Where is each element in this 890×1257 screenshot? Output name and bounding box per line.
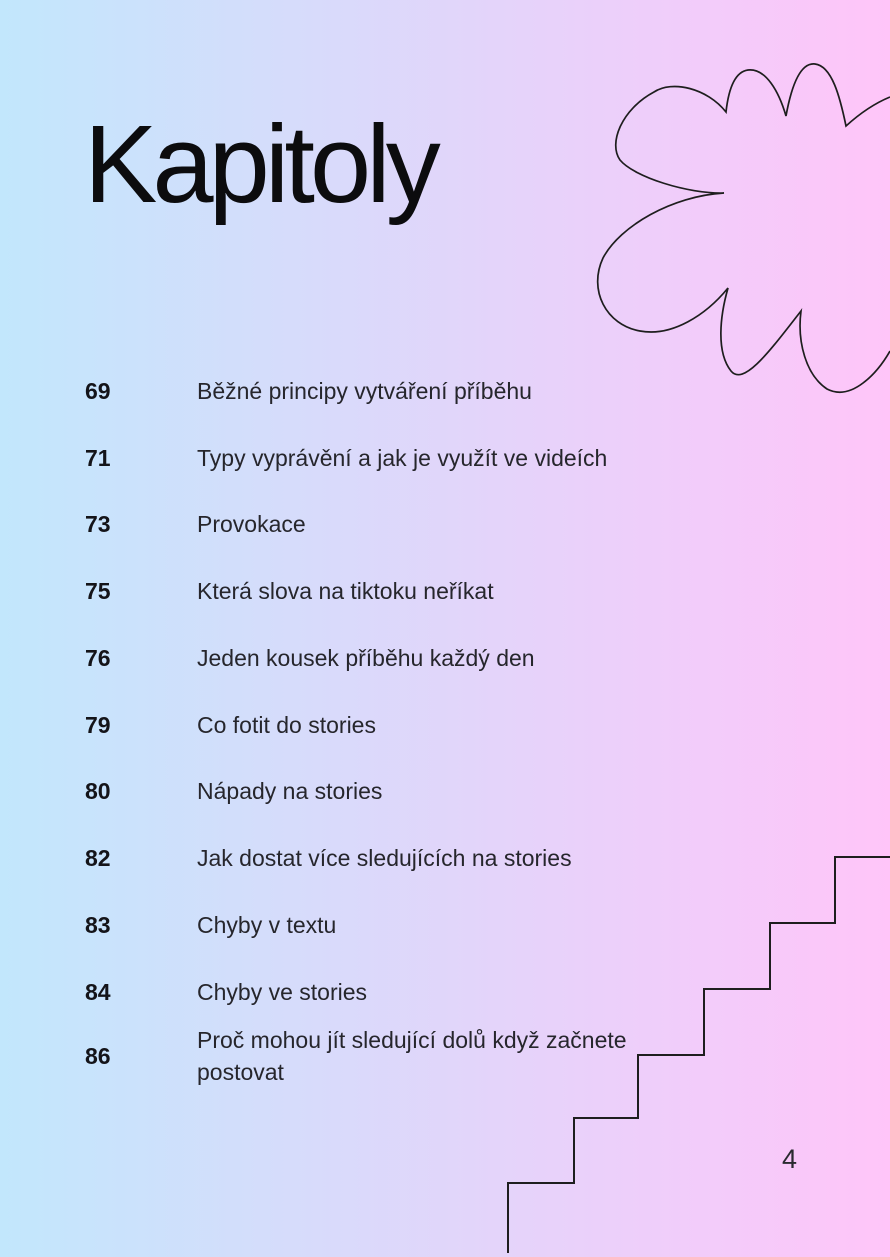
chapter-page-number: 84: [85, 978, 111, 1005]
toc-row: [85, 575, 494, 607]
toc-row: [85, 442, 607, 474]
chapter-page-number: 75: [85, 577, 111, 604]
chapter-title: Chyby v textu: [197, 912, 337, 938]
chapter-title: Nápady na stories: [197, 778, 383, 804]
chapter-page-number: 83: [85, 911, 111, 938]
chapter-page-number: 82: [85, 844, 111, 871]
toc-row: [85, 1024, 657, 1088]
toc-row: [85, 976, 367, 1008]
chapter-title: Běžné principy vytváření příběhu: [197, 378, 532, 404]
toc-row: [85, 709, 376, 741]
chapter-page-number: 69: [85, 377, 111, 404]
chapter-page-number: 71: [85, 444, 111, 471]
toc-row: [85, 842, 572, 874]
chapter-title: Jeden kousek příběhu každý den: [197, 645, 535, 671]
chapter-title: Co fotit do stories: [197, 712, 376, 738]
chapter-title: Proč mohou jít sledující dolů když začnete postovat: [197, 1027, 627, 1085]
chapter-page-number: 73: [85, 510, 111, 537]
toc-row: [85, 775, 382, 807]
chapter-title: Jak dostat více sledujících na stories: [197, 845, 572, 871]
chapter-page-number: 79: [85, 711, 111, 738]
page-number: 4: [782, 1144, 798, 1174]
chapter-title: Typy vyprávění a jak je využít ve videích: [197, 445, 608, 471]
chapter-page-number: 80: [85, 777, 111, 804]
chapter-page-number: 76: [85, 644, 111, 671]
page-title: Kapitoly: [84, 103, 436, 226]
toc-row: [85, 508, 306, 540]
chapter-title: Chyby ve stories: [197, 979, 368, 1005]
chapter-page-number: 86: [85, 1042, 111, 1069]
toc-row: [85, 375, 532, 407]
toc-row: [85, 642, 535, 674]
toc-row: [85, 909, 336, 941]
chapter-title: Provokace: [197, 511, 306, 537]
chapter-title: Která slova na tiktoku neříkat: [197, 578, 494, 604]
